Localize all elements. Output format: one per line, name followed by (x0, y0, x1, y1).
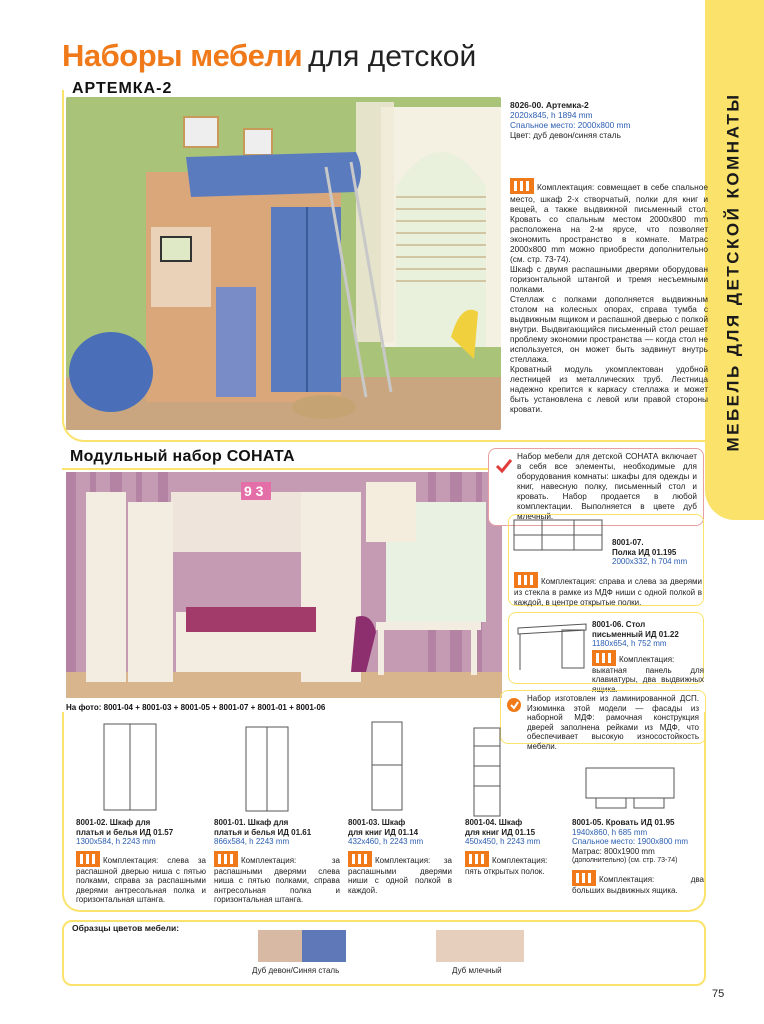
kit-icon (214, 851, 238, 867)
sonata-photo (66, 472, 502, 698)
artemka-p3: Стеллаж с полками дополняется выдвижным столом на колесных опорах, справа тумба с выдвижным ящиком и распашной дверью с полкой внутри. Выдвигающийся письменный стол решает проблему экономии пространства — когда стол не используется, он может быть задвинут внутрь стеллажа. (510, 294, 708, 364)
info-icon (506, 697, 522, 713)
desk-code: 8001-06. Стол (592, 620, 646, 629)
item-kit (572, 870, 704, 896)
artemka-sleep: Спальное место: 2000x800 mm (510, 120, 631, 130)
item-name: для книг ИД 01.14 (348, 827, 419, 837)
kit-icon (76, 851, 100, 867)
item-size: 866x584, h 2243 mm (214, 837, 290, 846)
side-tab-label: МЕБЕЛЬ ДЛЯ ДЕТСКОЙ КОМНАТЫ (724, 92, 743, 452)
item-8001-01 (214, 818, 340, 905)
artemka-p4: Кроватный модуль укомплектован удобной лестницей из металлических труб. Лестница надежно крепится к каркасу стеллажа и может быть установлена с левой или правой стороны кровати. (510, 364, 708, 414)
item-kit-text: Комплектация: пять открытых полок. (465, 855, 548, 876)
kit-icon (592, 650, 616, 666)
item-size: 1940x860, h 685 mm (572, 827, 648, 837)
photo-caption: На фото: 8001-04 + 8001-03 + 8001-05 + 8001-07 + 8001-01 + 8001-06 (66, 703, 326, 712)
desk-kit-text: Комплектация: выкатная панель для клавиатуры, два выдвижных ящика. (592, 654, 704, 694)
kit-icon (348, 851, 372, 867)
artemka-kit-text: Комплектация: совмещает в себе спальное место, шкаф 2-х створчатый, полки для книг и вещей, а также выдвижной письменный стол. Кровать со спальным местом 2000x800 mm расположена на 2-м ярусе, что позволяет экономить пространство в комнате. Матрас 2000x800 mm можно приобрести дополнительно (см. стр. 73-74). (510, 182, 708, 264)
item-sleep: Спальное место: 1900x800 mm (572, 837, 689, 846)
swatch-blue-steel (302, 930, 346, 962)
shelf-kit (514, 572, 702, 607)
item-kit (76, 851, 206, 905)
wardrobe-61-image (243, 725, 291, 813)
swatch-label: Дуб девон/Синяя сталь (252, 966, 340, 975)
item-kit (348, 851, 452, 896)
page-number: 75 (712, 988, 725, 1000)
item-kit-text: Комплектация: два больших выдвижных ящика. (572, 874, 704, 895)
page-title-light: для детской (308, 40, 477, 73)
material-note-text: Набор изготовлен из ламинированной ДСП. Изюминка этой модели — фасады из наборной МДФ: рамочная конструкция дверей заполнена рейками из МДФ, что обеспечивает высокую износостойкость мебели. (527, 694, 699, 751)
shelf-name: Полка ИД 01.195 (612, 547, 677, 557)
artemka-color: Цвет: дуб девон/синяя сталь (510, 130, 621, 140)
swatch-label: Дуб млечный (452, 966, 502, 975)
bookcase-14-image (370, 720, 404, 812)
item-kit-text: Комплектация: за распашными дверями ниши с одной полкой в каждой. (348, 855, 452, 895)
item-8001-03 (348, 818, 452, 895)
sonata-note-text: Набор мебели для детской СОНАТА включает в себя все элементы, необходимые для оборудования комнаты: шкафы для одежды и книг, навесную полку, письменный стол и кровать. Набор продается в любой комплектации. Выполняется в цвете дуб млечный. (517, 452, 697, 521)
sonata-rule (62, 468, 512, 470)
side-tab-label-wrap (706, 42, 762, 502)
kit-icon (572, 870, 596, 886)
artemka-photo (66, 97, 501, 430)
item-mattress: Матрас: 800x1900 mm (572, 846, 655, 856)
bookcase-15-image (470, 726, 504, 818)
item-extra: (дополнительно) (см. стр. 73-74) (572, 857, 678, 864)
page-title-bold: Наборы мебели (62, 38, 303, 73)
artemka-code: 8026-00. Артемка-2 (510, 100, 589, 110)
item-kit (465, 851, 555, 877)
item-kit (214, 851, 340, 905)
item-size: 1300x584, h 2243 mm (76, 837, 156, 846)
wardrobe-57-image (100, 722, 160, 812)
shelf-image (512, 518, 604, 554)
item-size: 450x450, h 2243 mm (465, 837, 541, 846)
desk-image (512, 618, 592, 674)
clock-digits: 9 3 (244, 483, 264, 499)
item-code: 8001-03. Шкаф (348, 818, 406, 827)
kit-icon (514, 572, 538, 588)
item-size: 432x460, h 2243 mm (348, 837, 424, 846)
swatch-devon-steel (258, 930, 346, 962)
swatch-oak-devon (258, 930, 302, 962)
item-kit-text: Комплектация: за распашными дверями слева ниша с пятью полками, справа антресольная полка и горизонтальная штанга. (214, 855, 340, 904)
bed-image (580, 758, 680, 810)
check-icon (495, 457, 513, 475)
artemka-heading: АРТЕМКА-2 (72, 80, 173, 97)
artemka-size: 2020x845, h 1894 mm (510, 110, 593, 120)
colors-title: Образцы цветов мебели: (72, 923, 180, 933)
item-code: 8001-05. Кровать ИД 01.95 (572, 818, 675, 827)
artemka-p2: Шкаф с двумя распашными дверями оборудован горизонтальной штангой и тремя несъемными полками. (510, 264, 708, 294)
shelf-info (612, 538, 704, 567)
artemka-description (510, 100, 708, 414)
artemka-kit (510, 178, 708, 264)
sonata-heading: Модульный набор СОНАТА (70, 448, 295, 465)
desk-size: 1180x654, h 752 mm (592, 639, 667, 648)
kit-icon (465, 851, 489, 867)
item-code: 8001-01. Шкаф для (214, 818, 289, 827)
item-name: платья и белья ИД 01.57 (76, 827, 174, 837)
shelf-kit-text: Комплектация: справа и слева за дверями из стекла в рамке из МДФ ниши с одной полкой в каждой, в центре открытые полки. (514, 577, 702, 607)
item-code: 8001-04. Шкаф (465, 818, 523, 827)
shelf-code: 8001-07. (612, 538, 644, 547)
desk-info (592, 620, 704, 694)
item-kit-text: Комплектация: слева за распашной дверью ниша с пятью полками, справа за распашными дверями антресольная полка и горизонтальная штанга. (76, 855, 206, 904)
item-name: для книг ИД 01.15 (465, 827, 536, 837)
item-code: 8001-02. Шкаф для (76, 818, 151, 827)
kit-icon (510, 178, 534, 194)
item-8001-05 (572, 818, 704, 895)
desk-kit (592, 650, 704, 695)
item-8001-02 (76, 818, 206, 905)
shelf-size: 2000x332, h 704 mm (612, 557, 688, 566)
desk-name: письменный ИД 01.22 (592, 629, 679, 639)
page-title (62, 38, 476, 74)
item-name: платья и белья ИД 01.61 (214, 827, 312, 837)
swatch-oak-milk (436, 930, 524, 962)
item-8001-04 (465, 818, 555, 876)
